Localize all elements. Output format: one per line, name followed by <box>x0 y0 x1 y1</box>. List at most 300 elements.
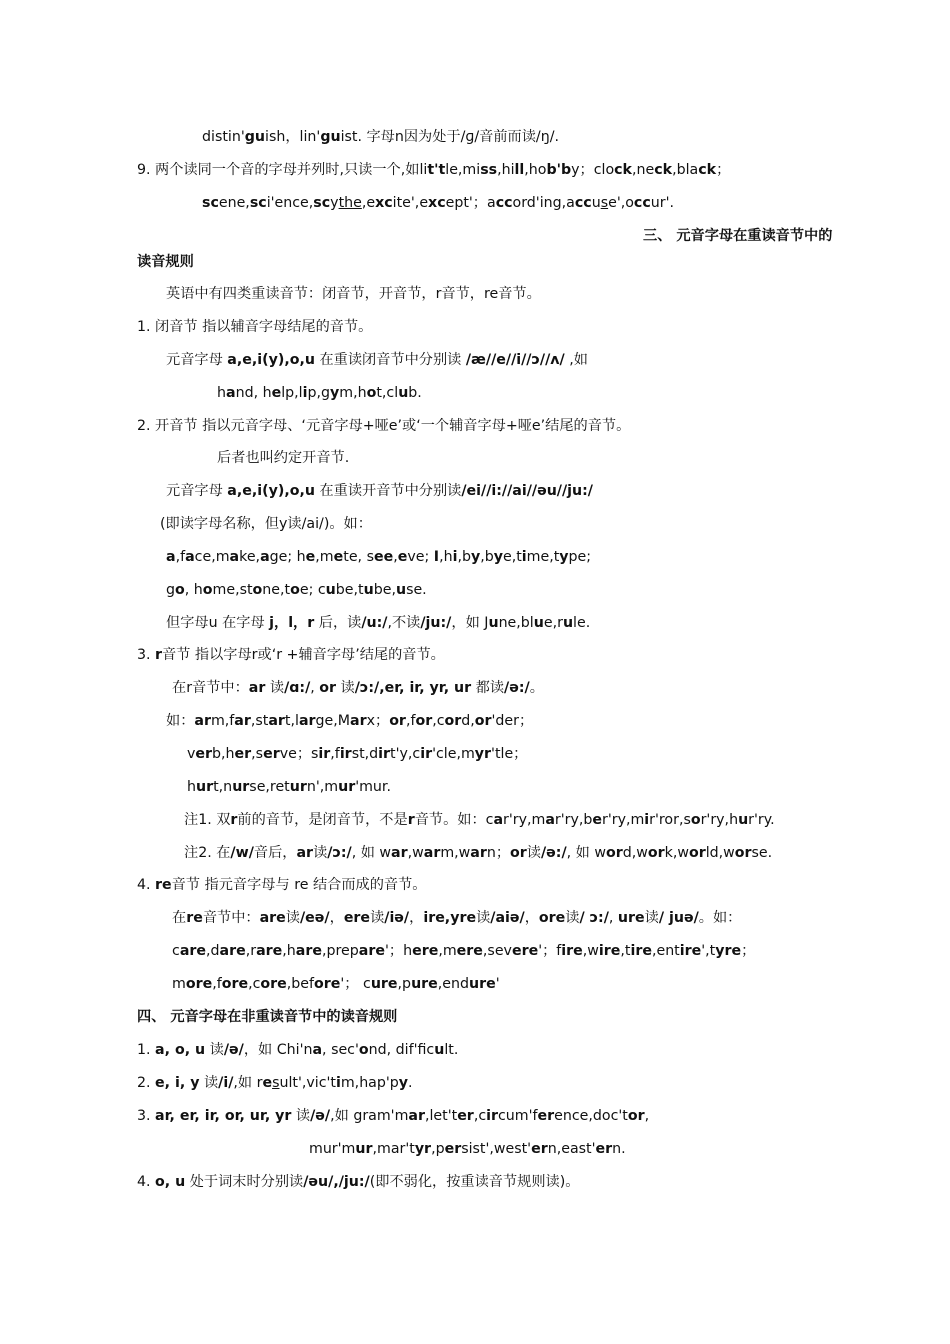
text-line <box>137 317 372 337</box>
bold-text-run: ire <box>598 943 621 959</box>
bold-text-run: are <box>259 910 286 926</box>
bold-text-run: 读音规则 <box>137 254 194 270</box>
text-run: 'cle,m <box>432 746 475 762</box>
text-run: , <box>393 549 398 565</box>
bold-text-run: or <box>688 845 706 861</box>
text-run: m,h <box>339 385 367 401</box>
bold-text-run: u <box>562 615 574 631</box>
text-run: ge,M <box>315 713 351 729</box>
bold-text-run: i <box>644 812 650 828</box>
bold-text-run: /w/ <box>230 845 254 861</box>
text-run: 读 <box>644 910 659 926</box>
text-run: distin' <box>202 129 245 145</box>
text-run: 在 <box>172 910 187 926</box>
text-run: 注1. 双 <box>184 812 231 828</box>
bold-text-run: e <box>305 549 316 565</box>
text-run: , <box>644 1108 650 1124</box>
text-run: sist',west' <box>461 1141 532 1157</box>
text-run: 后者也叫约定开音节. <box>217 450 350 466</box>
text-line <box>172 908 741 928</box>
text-run: le. <box>573 615 591 631</box>
text-run: 'mur. <box>355 779 391 795</box>
text-run: ,ne <box>632 162 655 178</box>
bold-text-run: ere <box>412 943 439 959</box>
text-run: 9. 两个读同一个音的字母并列时,只读一个,如li <box>137 162 428 178</box>
bold-text-run: ar, er, ir, or, ur, yr <box>155 1108 292 1124</box>
bold-text-run: ire <box>679 943 702 959</box>
text-run: ld,w <box>705 845 735 861</box>
text-run: v <box>187 746 196 762</box>
text-run: 音节 指以字母r或‘r +辅音字母’结尾的音节。 <box>162 647 445 663</box>
text-run: ，如 J <box>451 615 489 631</box>
text-run: 在重读闭音节中分别读 <box>314 352 466 368</box>
text-run: r'ry,b <box>554 812 593 828</box>
text-run: 但字母u 在字母 <box>166 615 270 631</box>
bold-text-run: /ə:/ <box>540 845 567 861</box>
text-run: 读 <box>476 910 491 926</box>
text-line <box>137 1106 649 1126</box>
bold-text-run: er <box>531 1141 548 1157</box>
bold-text-run: i <box>521 549 527 565</box>
text-run: be,t <box>335 582 364 598</box>
text-run: lp,l <box>281 385 303 401</box>
bold-text-run: o <box>252 582 263 598</box>
bold-text-run: e, i, y <box>155 1075 200 1091</box>
text-run: ,p <box>431 1141 445 1157</box>
text-line <box>137 875 426 895</box>
text-run: ,t <box>620 943 631 959</box>
bold-text-run: ar <box>470 845 487 861</box>
bold-text-run: er <box>457 1108 474 1124</box>
bold-text-run: ss <box>480 162 498 178</box>
text-run: s <box>272 1075 280 1091</box>
text-run: ， <box>409 910 424 926</box>
bold-text-run: u <box>398 385 409 401</box>
text-run: ； <box>716 162 731 178</box>
bold-text-run: /ə/ <box>310 1108 331 1124</box>
text-run: , 如 w <box>351 845 392 861</box>
bold-text-run: ure <box>469 976 496 992</box>
text-run: 读 <box>285 910 300 926</box>
bold-text-run: cc <box>574 195 592 211</box>
bold-text-run: /əu/,/ju:/ <box>303 1174 370 1190</box>
bold-text-run: or <box>627 1108 645 1124</box>
text-line <box>184 810 775 830</box>
text-run: 音节 指元音字母与 re 结合而成的音节。 <box>171 877 427 893</box>
bold-text-run: ere <box>343 910 371 926</box>
bold-text-run: a,e,i(y),o,u <box>227 352 315 368</box>
bold-text-run: u <box>488 615 499 631</box>
bold-text-run: i <box>335 1075 341 1091</box>
bold-text-run: re <box>155 877 172 893</box>
text-run: m,hap'p <box>340 1075 399 1091</box>
text-run: e,r <box>543 615 563 631</box>
text-run: ,h <box>439 549 453 565</box>
text-run: n',m <box>306 779 339 795</box>
text-line <box>202 127 559 147</box>
text-run: ,r <box>245 943 257 959</box>
bold-text-run: /ei//i://ai//əu//ju:/ <box>461 483 593 499</box>
text-run: . <box>408 1075 413 1091</box>
bold-text-run: ar <box>423 845 441 861</box>
text-run: '；h <box>384 943 413 959</box>
text-run: ,c <box>248 976 261 992</box>
bold-text-run: or <box>605 845 623 861</box>
bold-text-run: yr <box>414 1141 432 1157</box>
bold-text-run: a <box>545 812 555 828</box>
bold-text-run: u <box>363 582 374 598</box>
bold-text-run: cc <box>633 195 651 211</box>
bold-text-run: b'b <box>546 162 572 178</box>
bold-text-run: cc <box>495 195 513 211</box>
text-run: 。 <box>529 680 544 696</box>
bold-text-run: ore <box>538 910 566 926</box>
bold-text-run: ar <box>391 845 408 861</box>
text-run: ult',vic't <box>279 1075 336 1091</box>
bold-text-run: ire <box>561 943 583 959</box>
text-run: ,f <box>212 976 222 992</box>
bold-text-run: /ə/ <box>223 1042 244 1058</box>
bold-text-run: / juə/ <box>658 910 699 926</box>
section-heading <box>137 252 194 272</box>
bold-text-run: ore <box>185 976 213 992</box>
text-run: ,end <box>437 976 470 992</box>
bold-text-run: or <box>389 713 406 729</box>
bold-text-run: gu <box>320 129 341 145</box>
bold-text-run: or <box>444 713 462 729</box>
text-run: x； <box>366 713 390 729</box>
text-run: the <box>338 195 362 211</box>
text-run: 1. 闭音节 指以辅音字母结尾的音节。 <box>137 319 373 335</box>
bold-text-run: ar <box>350 713 367 729</box>
bold-text-run: e <box>271 385 282 401</box>
bold-text-run: ck <box>698 162 717 178</box>
text-line <box>187 777 391 797</box>
text-line <box>166 711 533 731</box>
bold-text-run: gu <box>244 129 266 145</box>
bold-text-run: /æ//e//i//ɔ//ʌ/ <box>465 352 565 368</box>
text-run: '；f <box>538 943 562 959</box>
text-run: ,f <box>175 549 186 565</box>
text-run: n,east' <box>547 1141 596 1157</box>
text-line <box>137 1172 579 1192</box>
text-run: 1. <box>137 1042 156 1058</box>
bold-text-run: u <box>325 582 336 598</box>
bold-text-run: y <box>398 1075 409 1091</box>
text-run: ,w <box>407 845 424 861</box>
text-run: ,p <box>397 976 412 992</box>
text-run: r'ry,h <box>700 812 739 828</box>
text-run: e',o <box>608 195 634 211</box>
text-line <box>166 284 541 304</box>
text-run: r'ry,m <box>503 812 546 828</box>
text-run: ve；s <box>279 746 319 762</box>
bold-text-run: /aiə/ <box>490 910 525 926</box>
text-run: ,s <box>251 746 264 762</box>
text-run: p,g <box>307 385 331 401</box>
text-run: ,hi <box>497 162 515 178</box>
text-run: ,prep <box>322 943 359 959</box>
text-run: ,e <box>361 195 376 211</box>
bold-text-run: ll <box>514 162 525 178</box>
text-run: ,bla <box>672 162 699 178</box>
bold-text-run: a <box>312 1042 323 1058</box>
bold-text-run: 四、 元音字母在非重读音节中的读音规则 <box>137 1009 398 1025</box>
section-heading <box>137 1007 397 1027</box>
text-run: e; c <box>299 582 326 598</box>
bold-text-run: yre <box>715 943 742 959</box>
text-line <box>166 481 593 501</box>
text-run: m <box>172 976 186 992</box>
text-run: , sec' <box>322 1042 359 1058</box>
bold-text-run: ore <box>314 976 341 992</box>
text-run: ,bef <box>286 976 315 992</box>
bold-text-run: u <box>434 1042 445 1058</box>
bold-text-run: er <box>195 746 213 762</box>
bold-text-run: sc <box>313 195 331 211</box>
bold-text-run: or <box>319 680 337 696</box>
bold-text-run: o <box>290 582 300 598</box>
text-run: ,mar't <box>372 1141 415 1157</box>
text-run: se. <box>406 582 427 598</box>
text-run: 4. <box>137 1174 156 1190</box>
bold-text-run: ure <box>411 976 438 992</box>
bold-text-run: e <box>592 812 602 828</box>
text-run: 元音字母 <box>166 352 228 368</box>
bold-text-run: er <box>263 746 280 762</box>
bold-text-run: y <box>559 549 569 565</box>
text-line <box>137 416 630 436</box>
bold-text-run: /ɔ:/ <box>327 845 352 861</box>
text-run: lt. <box>444 1042 459 1058</box>
text-run: ,f <box>330 746 340 762</box>
text-run: ,ho <box>524 162 547 178</box>
bold-text-run: ar <box>234 713 251 729</box>
text-run: b,h <box>212 746 235 762</box>
text-run: me,t <box>526 549 560 565</box>
text-run: se. <box>751 845 773 861</box>
text-run: , h <box>184 582 203 598</box>
bold-text-run: ar <box>194 713 211 729</box>
bold-text-run: /ɑ:/ <box>284 680 311 696</box>
text-run: ,b <box>480 549 494 565</box>
bold-text-run: ir <box>378 746 391 762</box>
text-run: ， <box>524 910 539 926</box>
bold-text-run: ir <box>420 746 433 762</box>
bold-text-run: ere <box>456 943 483 959</box>
bold-text-run: re <box>186 910 203 926</box>
text-run: k,w <box>664 845 689 861</box>
text-run: 读 <box>313 845 328 861</box>
bold-text-run: o <box>358 1042 369 1058</box>
bold-text-run: ck <box>654 162 673 178</box>
bold-text-run: ir <box>339 746 352 762</box>
text-line <box>184 843 772 863</box>
bold-text-run: /ə:/ <box>504 680 530 696</box>
text-line <box>217 448 349 468</box>
text-run: ' <box>495 976 500 992</box>
text-run: ,如 r <box>233 1075 263 1091</box>
text-run: nd, h <box>235 385 272 401</box>
text-run: 3. <box>137 647 156 663</box>
text-run: , 如 w <box>566 845 606 861</box>
bold-text-run: /iə/ <box>384 910 410 926</box>
text-run: st,d <box>351 746 379 762</box>
bold-text-run: u <box>738 812 749 828</box>
bold-text-run: r <box>407 812 415 828</box>
bold-text-run: /i/ <box>218 1075 234 1091</box>
bold-text-run: are <box>219 943 246 959</box>
bold-text-run: ur <box>355 1141 373 1157</box>
bold-text-run: ee <box>373 549 394 565</box>
bold-text-run: j，l，r <box>269 615 315 631</box>
bold-text-run: sc <box>202 195 219 211</box>
text-run: te, s <box>343 549 374 565</box>
bold-text-run: ur <box>232 779 250 795</box>
text-run: pe; <box>568 549 592 565</box>
bold-text-run: ore <box>221 976 249 992</box>
bold-text-run: o <box>366 385 377 401</box>
text-run: se,ret <box>249 779 290 795</box>
bold-text-run: o, u <box>155 1174 186 1190</box>
text-run: 2. 开音节 指以元音字母、‘元音字母+哑e’或‘一个辅音字母+哑e’结尾的音节。 <box>137 418 631 434</box>
bold-text-run: ar <box>248 680 266 696</box>
text-run: ,c <box>432 713 445 729</box>
text-line <box>172 941 755 961</box>
bold-text-run: r <box>155 647 163 663</box>
text-run: 如： <box>166 713 195 729</box>
text-run: 4. <box>137 877 156 893</box>
text-run: 前的音节，是闭音节，不是 <box>237 812 408 828</box>
text-line <box>187 744 527 764</box>
bold-text-run: u <box>533 615 544 631</box>
text-run: 后，读 <box>314 615 362 631</box>
bold-text-run: a, o, u <box>155 1042 206 1058</box>
bold-text-run: ere <box>511 943 539 959</box>
text-run: ist. 字母n因为处于/ɡ/音前而读/ŋ/. <box>340 129 559 145</box>
text-run: ， <box>329 910 344 926</box>
text-run: c <box>172 943 180 959</box>
text-run: ene, <box>218 195 250 211</box>
text-run: t,n <box>213 779 233 795</box>
text-line <box>166 613 590 633</box>
text-run: 读 <box>291 1108 311 1124</box>
text-line <box>137 1040 458 1060</box>
text-run: y <box>330 195 339 211</box>
text-run: b. <box>408 385 422 401</box>
bold-text-run: e <box>262 1075 273 1091</box>
text-run: mur'm <box>309 1141 356 1157</box>
bold-text-run: yr <box>474 746 492 762</box>
bold-text-run: or <box>647 845 665 861</box>
text-run: u <box>591 195 601 211</box>
bold-text-run: er <box>595 1141 613 1157</box>
text-run: s <box>600 195 609 211</box>
text-run: ,ent <box>651 943 680 959</box>
text-run: ,不读 <box>387 615 421 631</box>
bold-text-run: /ɔ:/,er, ir, yr, ur <box>354 680 472 696</box>
text-run: 2. <box>137 1075 156 1091</box>
text-run: ,f <box>405 713 416 729</box>
text-run: ',t <box>701 943 716 959</box>
bold-text-run: y <box>470 549 481 565</box>
text-run: be, <box>373 582 396 598</box>
bold-text-run: ar <box>298 713 316 729</box>
bold-text-run: a <box>166 549 176 565</box>
text-run: r'ror,s <box>649 812 691 828</box>
text-line <box>160 514 372 534</box>
text-run: 注2. 在 <box>184 845 231 861</box>
bold-text-run: i <box>452 549 458 565</box>
text-run: ； <box>741 943 756 959</box>
text-run: '； c <box>340 976 371 992</box>
bold-text-run: ure <box>617 910 645 926</box>
text-run: n； <box>486 845 511 861</box>
text-run: r'ry,m <box>602 812 645 828</box>
bold-text-run: o <box>202 582 213 598</box>
bold-text-run: ur <box>289 779 307 795</box>
text-run: 读 <box>565 910 580 926</box>
text-line <box>137 645 445 665</box>
bold-text-run: xc <box>428 195 446 211</box>
bold-text-run: ur <box>196 779 214 795</box>
text-run: ept'；a <box>445 195 496 211</box>
text-run: m,f <box>210 713 235 729</box>
text-run: ，如 Chi'n <box>243 1042 313 1058</box>
text-run: h <box>187 779 196 795</box>
text-run: ne,bl <box>498 615 534 631</box>
text-run: y；clo <box>571 162 615 178</box>
bold-text-run: /eə/ <box>300 910 330 926</box>
bold-text-run: y <box>493 549 503 565</box>
bold-text-run: sc <box>249 195 267 211</box>
text-run: e,t <box>502 549 522 565</box>
text-run: ,如 gram'm <box>330 1108 409 1124</box>
text-run: 元音字母 <box>166 483 228 499</box>
text-run: ke, <box>239 549 261 565</box>
text-run: ,如 <box>564 352 588 368</box>
text-line <box>172 974 500 994</box>
bold-text-run: er <box>537 1108 555 1124</box>
text-run: i'ence, <box>266 195 314 211</box>
text-run: m,w <box>440 845 471 861</box>
text-run: nd, dif'fic <box>368 1042 435 1058</box>
text-run: 处于词末时分别读 <box>185 1174 304 1190</box>
bold-text-run: r <box>230 812 238 828</box>
bold-text-run: xc <box>375 195 393 211</box>
text-run: ish，lin' <box>265 129 321 145</box>
text-run: ge; h <box>269 549 306 565</box>
text-run: ,h <box>282 943 296 959</box>
text-line <box>217 383 422 403</box>
bold-text-run: or <box>510 845 527 861</box>
text-run: 读 <box>205 1042 224 1058</box>
text-run: ,let't <box>424 1108 458 1124</box>
text-run: 都读 <box>471 680 505 696</box>
text-run: ,b <box>457 549 471 565</box>
bold-text-run: a <box>229 549 240 565</box>
text-run: ve; <box>407 549 434 565</box>
bold-text-run: /ju:/ <box>420 615 452 631</box>
text-run: (即读字母名称，但y读/ai/)。如： <box>160 516 372 532</box>
bold-text-run: a <box>493 812 504 828</box>
bold-text-run: ure <box>370 976 398 992</box>
bold-text-run: ur <box>338 779 356 795</box>
text-run: h <box>217 385 226 401</box>
text-run: 'der； <box>491 713 534 729</box>
text-run: t'y,c <box>390 746 421 762</box>
text-run: ,m <box>438 943 457 959</box>
